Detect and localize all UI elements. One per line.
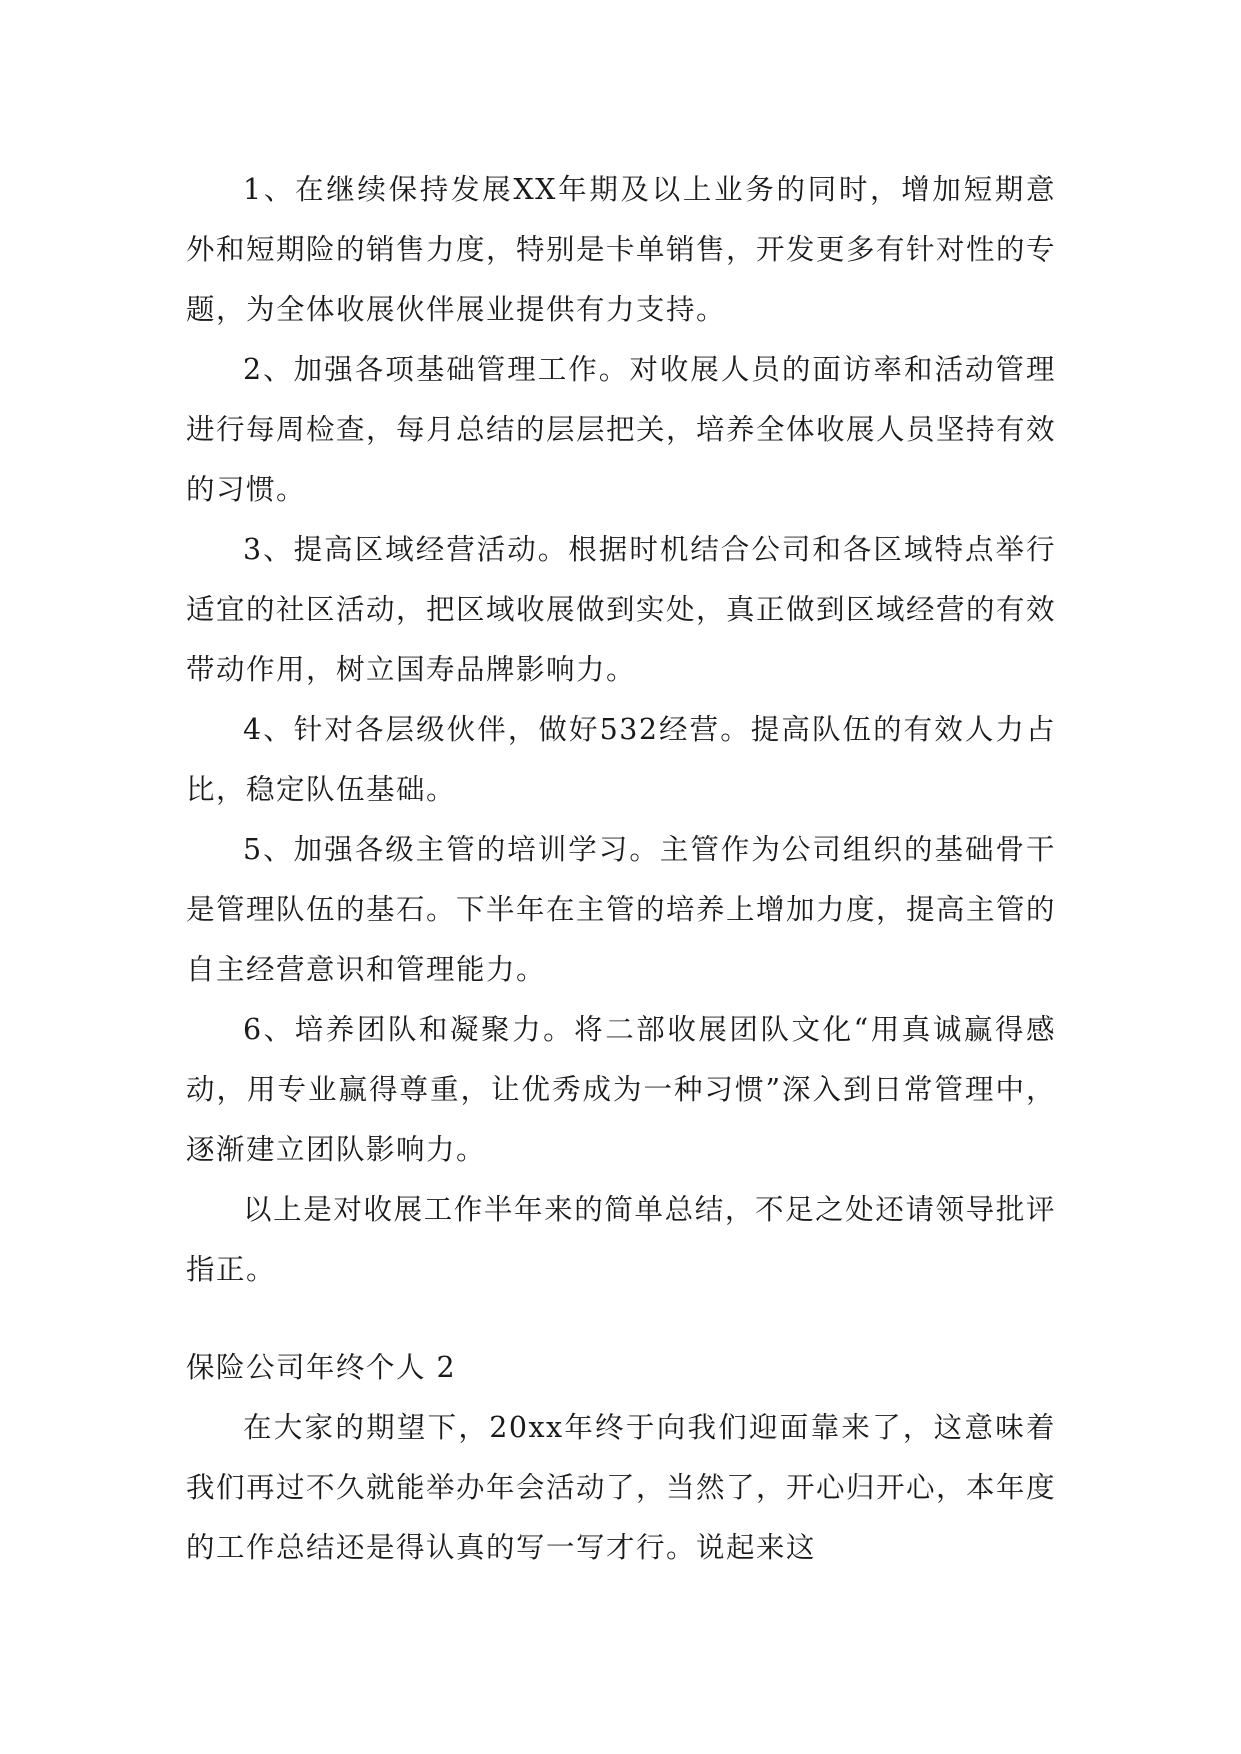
section-paragraph: 在大家的期望下，20xx年终于向我们迎面靠来了，这意味着我们再过不久就能举办年会活动了，当然了，开心归开心，本年度的工作总结还是得认真的写一写才行。说起来这 bbox=[186, 1411, 1057, 1564]
paragraph-closing: 以上是对收展工作半年来的简单总结，不足之处还请领导批评指正。 bbox=[186, 1193, 1056, 1286]
section-gap bbox=[186, 1300, 1056, 1338]
document-body bbox=[186, 160, 1056, 1578]
paragraph-4: 4、针对各层级伙伴，做好532经营。提高队伍的有效人力占比，稳定队伍基础。 bbox=[186, 713, 1056, 806]
paragraph-5: 5、加强各级主管的培训学习。主管作为公司组织的基础骨干是管理队伍的基石。下半年在主管的培养上增加力度，提高主管的自主经营意识和管理能力。 bbox=[186, 833, 1057, 986]
section-heading: 保险公司年终个人 2 bbox=[186, 1351, 457, 1384]
paragraph-3: 3、提高区域经营活动。根据时机结合公司和各区域特点举行适宜的社区活动，把区域收展做到实处，真正做到区域经营的有效带动作用，树立国寿品牌影响力。 bbox=[186, 533, 1057, 686]
paragraph-2: 2、加强各项基础管理工作。对收展人员的面访率和活动管理进行每周检查，每月总结的层层把关，培养全体收展人员坚持有效的习惯。 bbox=[186, 353, 1057, 506]
paragraph-6: 6、培养团队和凝聚力。将二部收展团队文化“用真诚赢得感动，用专业赢得尊重，让优秀成为一种习惯”深入到日常管理中，逐渐建立团队影响力。 bbox=[186, 1013, 1056, 1166]
paragraph-1: 1、在继续保持发展XX年期及以上业务的同时，增加短期意外和短期险的销售力度，特别是卡单销售，开发更多有针对性的专题，为全体收展伙伴展业提供有力支持。 bbox=[186, 173, 1057, 326]
